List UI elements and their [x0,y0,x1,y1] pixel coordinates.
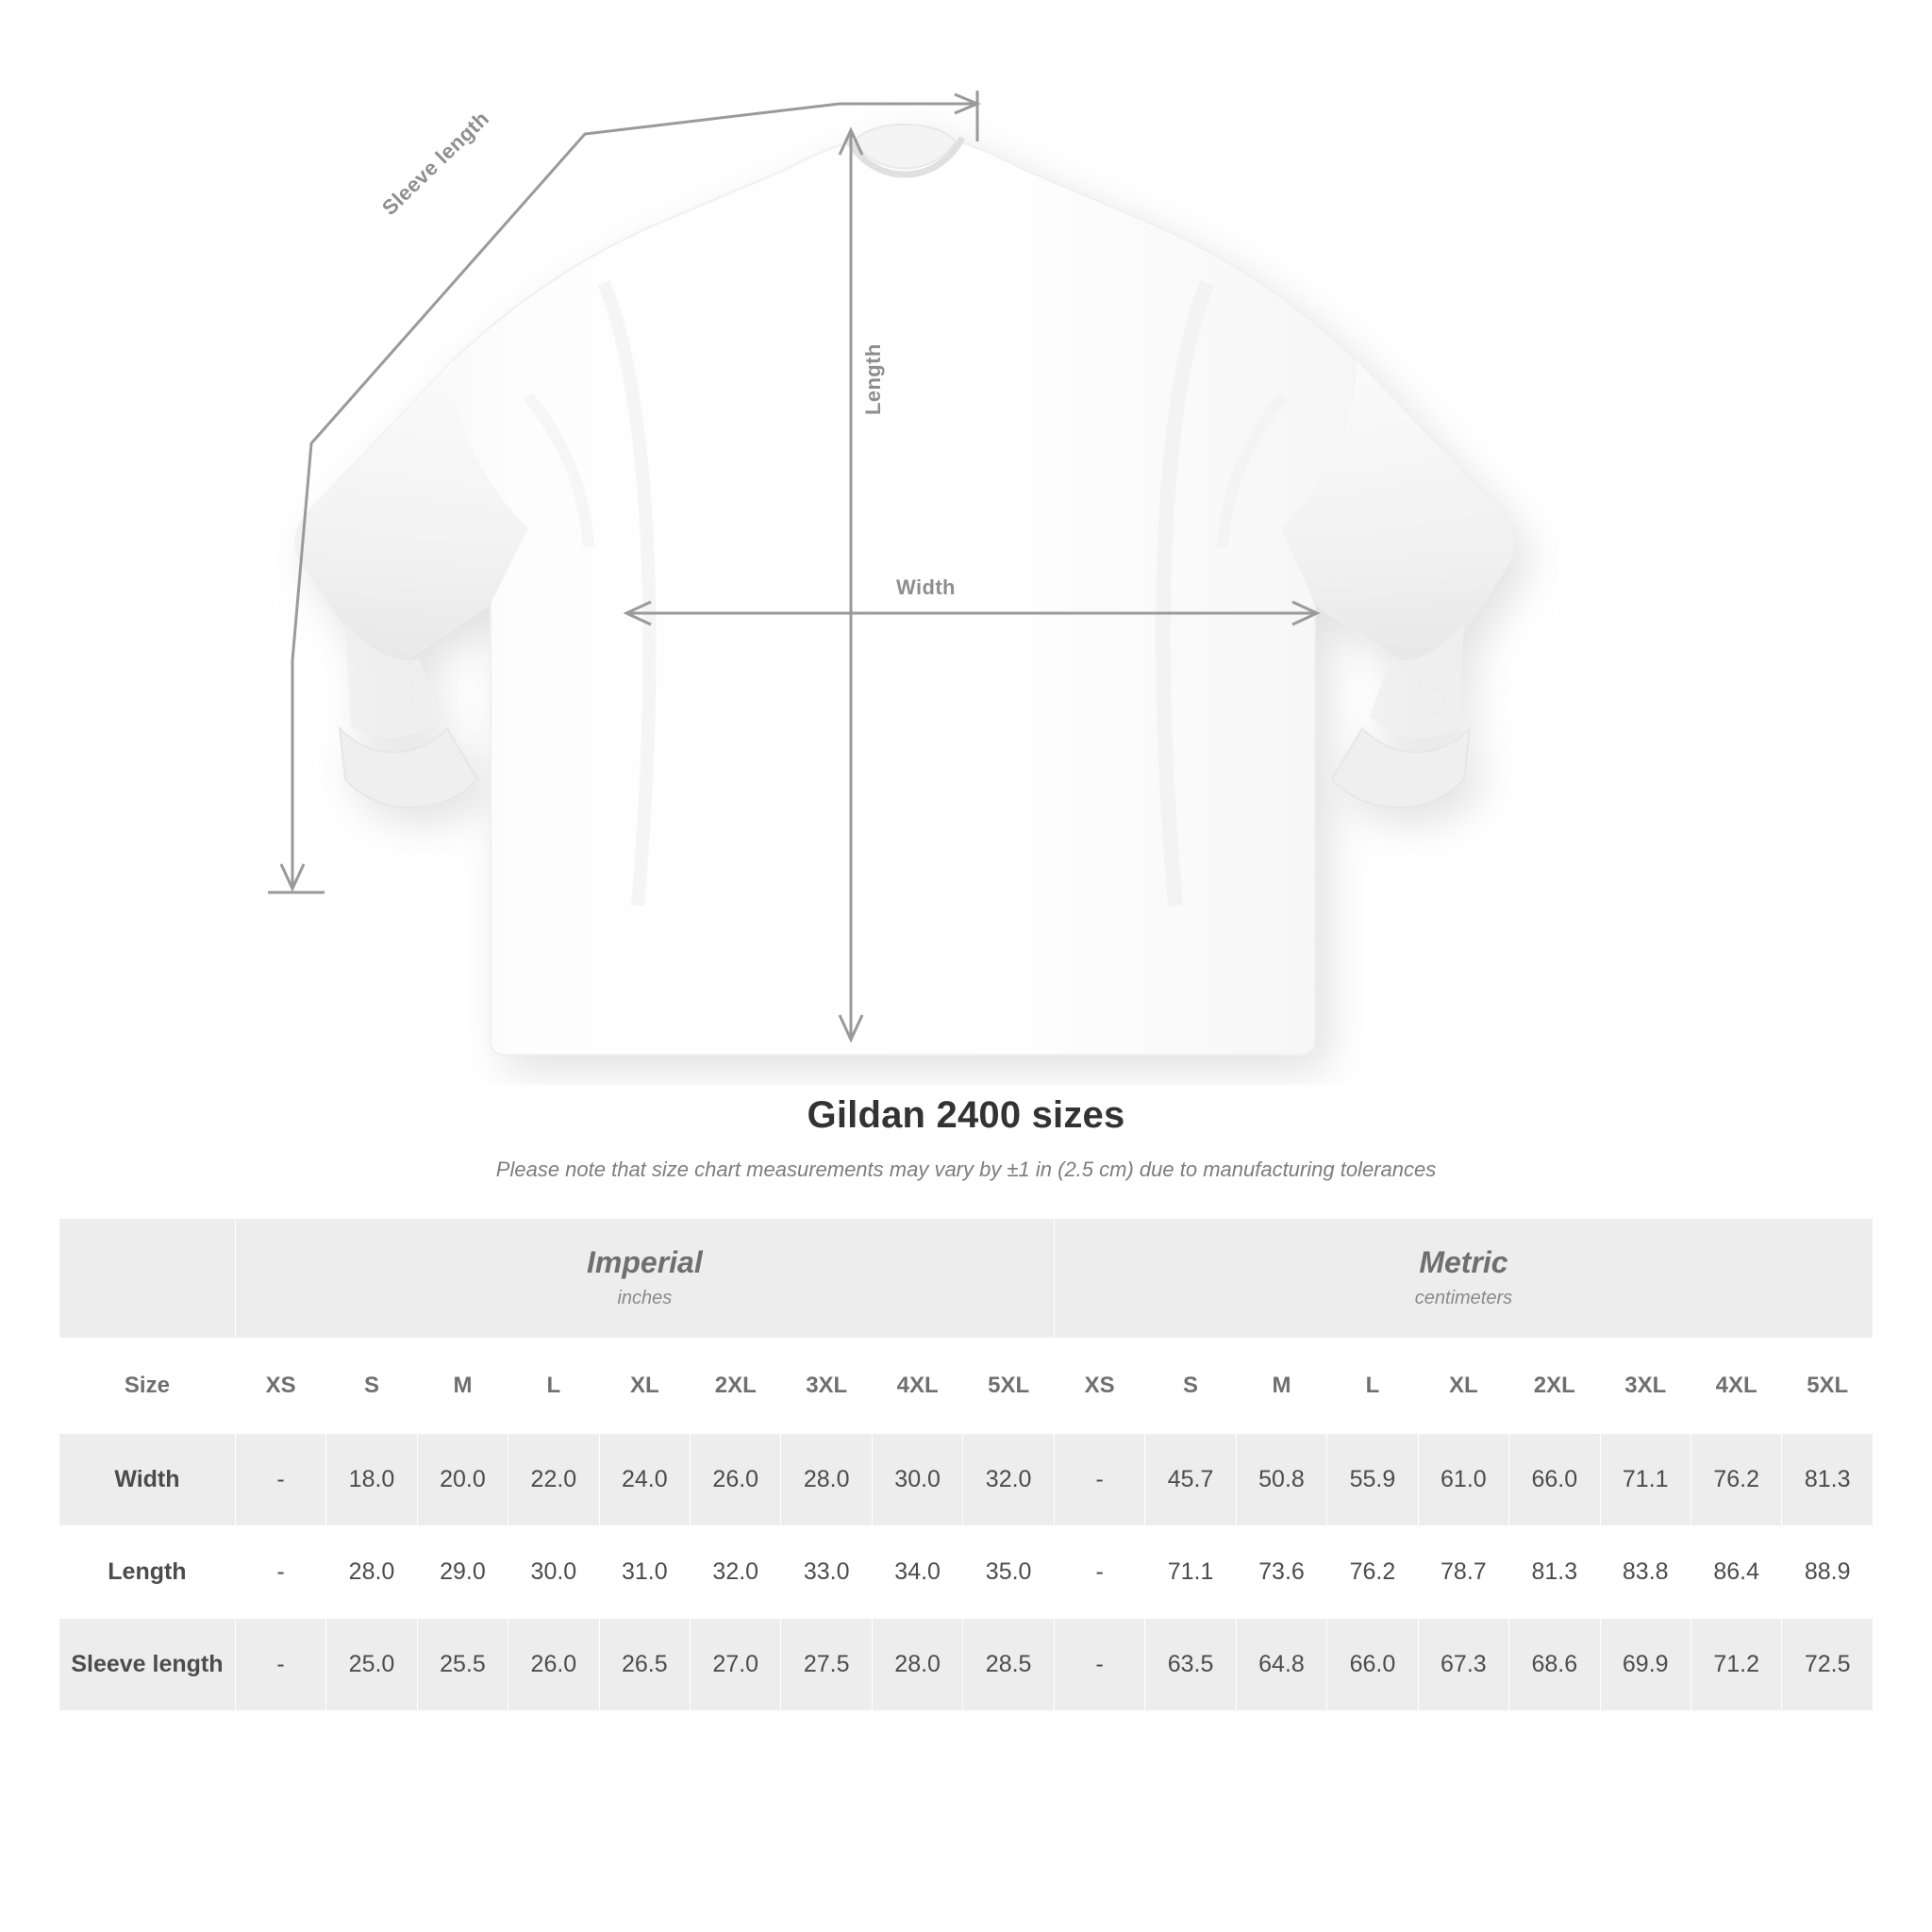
size-header-cell: 2XL [691,1339,781,1434]
cell-sleeve-length: 26.0 [508,1619,599,1711]
cell-width: 20.0 [417,1434,508,1526]
cell-width: 30.0 [872,1434,962,1526]
unit-header-row [59,1219,1874,1339]
cell-length: 28.0 [326,1526,417,1619]
size-header-cell: M [417,1339,508,1434]
cell-sleeve-length: 66.0 [1327,1619,1418,1711]
cell-length: 86.4 [1690,1526,1781,1619]
cell-length: 81.3 [1509,1526,1600,1619]
size-header-cell: S [1145,1339,1236,1434]
cell-width: 26.0 [691,1434,781,1526]
cell-length: - [1054,1526,1144,1619]
cell-sleeve-length: 69.9 [1600,1619,1690,1711]
size-table [58,1218,1874,1711]
unit-group-imperial [235,1219,1054,1339]
cell-width: 45.7 [1145,1434,1236,1526]
cell-sleeve-length: 26.5 [599,1619,690,1711]
cell-length: 29.0 [417,1526,508,1619]
size-header-cell: 5XL [963,1339,1055,1434]
cell-sleeve-length: 25.0 [326,1619,417,1711]
cell-length: 78.7 [1418,1526,1508,1619]
size-header-cell: L [508,1339,599,1434]
cell-length: 34.0 [872,1526,962,1619]
cell-length: 30.0 [508,1526,599,1619]
row-label-width: Width [59,1434,236,1526]
size-header-cell: 2XL [1509,1339,1600,1434]
cell-sleeve-length: 63.5 [1145,1619,1236,1711]
cell-sleeve-length: 67.3 [1418,1619,1508,1711]
cell-width: - [1054,1434,1144,1526]
size-header-cell: M [1236,1339,1326,1434]
cell-width: 28.0 [781,1434,872,1526]
size-header-cell: 3XL [1600,1339,1690,1434]
size-header-cell: 3XL [781,1339,872,1434]
cell-length: 31.0 [599,1526,690,1619]
row-label-length: Length [59,1526,236,1619]
unit-sub-metric: centimeters [1414,1288,1513,1308]
cell-sleeve-length: 27.5 [781,1619,872,1711]
table-row-length [59,1526,1874,1619]
cell-length: 35.0 [963,1526,1055,1619]
size-header-row [59,1339,1874,1434]
unit-name-metric: Metric [1419,1245,1508,1279]
cell-sleeve-length: - [1054,1619,1144,1711]
cell-width: 66.0 [1509,1434,1600,1526]
cell-sleeve-length: 28.0 [872,1619,962,1711]
unit-group-metric [1054,1219,1873,1339]
cell-length: 73.6 [1236,1526,1326,1619]
cell-width: 81.3 [1782,1434,1874,1526]
size-header-cell: XS [235,1339,325,1434]
sleeve-length-dimension-label: Sleeve length [377,106,494,220]
size-table-wrapper [58,1218,1874,1711]
cell-length: 33.0 [781,1526,872,1619]
size-header-cell: 4XL [1690,1339,1781,1434]
length-dimension-label: Length [861,343,885,415]
row-label-sleeve-length: Sleeve length [59,1619,236,1711]
cell-sleeve-length: 68.6 [1509,1619,1600,1711]
size-header-cell: 4XL [872,1339,962,1434]
cell-length: 88.9 [1782,1526,1874,1619]
table-row-sleeve-length [59,1619,1874,1711]
tolerance-note: Please note that size chart measurements may vary by ±1 in (2.5 cm) due to manufacturing tolerances [495,1158,1437,1181]
width-dimension-label: Width [896,575,956,599]
cell-width: 24.0 [599,1434,690,1526]
cell-width: - [235,1434,325,1526]
cell-length: 32.0 [691,1526,781,1619]
unit-name-imperial: Imperial [587,1245,703,1279]
size-header-label: Size [59,1339,236,1434]
size-header-cell: XS [1054,1339,1144,1434]
cell-length: 76.2 [1327,1526,1418,1619]
cell-sleeve-length: 25.5 [417,1619,508,1711]
cell-width: 61.0 [1418,1434,1508,1526]
cell-width: 50.8 [1236,1434,1326,1526]
cell-length: 71.1 [1145,1526,1236,1619]
cell-length: - [235,1526,325,1619]
corner-cell [59,1219,236,1339]
cell-sleeve-length: - [235,1619,325,1711]
size-header-cell: XL [599,1339,690,1434]
title-block [0,1094,1932,1182]
cell-width: 71.1 [1600,1434,1690,1526]
size-header-cell: 5XL [1782,1339,1874,1434]
table-row-width [59,1434,1874,1526]
cell-sleeve-length: 72.5 [1782,1619,1874,1711]
size-header-cell: S [326,1339,417,1434]
size-header-cell: XL [1418,1339,1508,1434]
cell-width: 55.9 [1327,1434,1418,1526]
page-title: Gildan 2400 sizes [807,1094,1125,1136]
unit-sub-imperial: inches [617,1288,673,1308]
cell-width: 76.2 [1690,1434,1781,1526]
cell-length: 83.8 [1600,1526,1690,1619]
size-header-cell: L [1327,1339,1418,1434]
cell-sleeve-length: 27.0 [691,1619,781,1711]
cell-width: 18.0 [326,1434,417,1526]
cell-sleeve-length: 71.2 [1690,1619,1781,1711]
cell-width: 32.0 [963,1434,1055,1526]
cell-sleeve-length: 28.5 [963,1619,1055,1711]
cell-width: 22.0 [508,1434,599,1526]
cell-sleeve-length: 64.8 [1236,1619,1326,1711]
